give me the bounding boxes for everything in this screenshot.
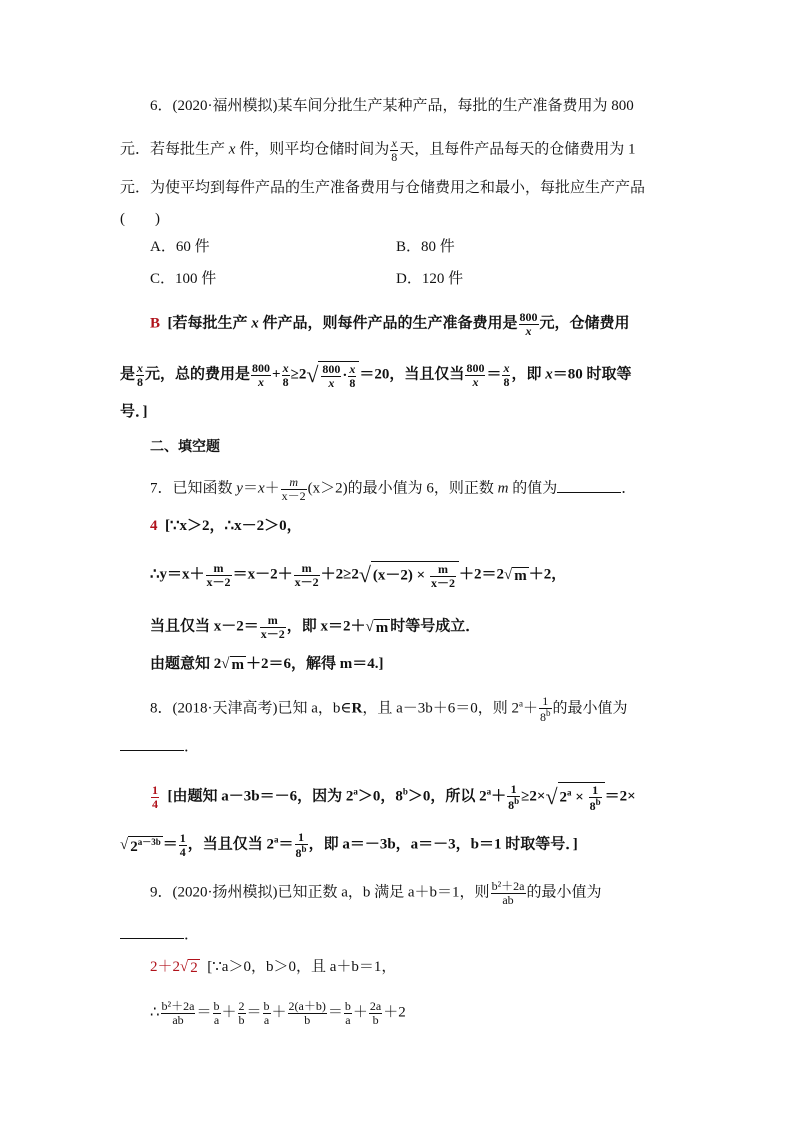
- answer-blank: [120, 926, 184, 939]
- q6-option-b: B．80 件: [396, 239, 455, 255]
- fraction: $\frac{\text{b²＋2a}}{ab}$: [161, 999, 195, 1027]
- answer-blank: [120, 738, 184, 751]
- fraction: $\frac{x}{8}$: [137, 361, 144, 389]
- text: [若每批生产: [167, 315, 252, 332]
- fraction: $\frac{m}{x-2}$: [281, 475, 306, 503]
- sqrt: √ m: [221, 656, 244, 673]
- q8-blank-line: ．: [120, 738, 199, 755]
- fraction: $\frac{800}{x}$: [252, 361, 271, 389]
- fraction: $\frac{800}{x}$: [519, 310, 538, 338]
- q9-question: 9．(2020·扬州模拟)已知正数 a，b 满足 a＋b＝1，则 $\frac{\text{b²＋2a}}{ab}$ 的最小值为: [150, 879, 602, 907]
- fraction: $\frac{1}{8^b}$: [295, 830, 307, 860]
- q7-solution-line3: 当且仅当 x－2＝ $\frac{m}{x-2}$ ，即 x＝2＋√ m 时等号成立．: [150, 613, 481, 641]
- q6-solution-line3: 号．]: [120, 404, 148, 420]
- answer-label: 2＋2√ 2: [150, 958, 198, 976]
- section-heading: 二、填空题: [150, 439, 220, 455]
- q6-option-a: A．60 件: [150, 239, 210, 255]
- q6-solution-line1: B [若每批生产 x 件产品，则每件产品的生产准备费用是 $\frac{800}{x}$ 元，仓储费用: [150, 310, 630, 338]
- q6-line2: [120, 137, 635, 163]
- fraction: $\frac{2a}{b}$: [369, 999, 382, 1027]
- q8-question: 8．(2018·天津高考)已知 a，b∈R，且 a－3b＋6＝0，则 $2^a+$ $\frac{1}{8^b}$ 的最小值为: [150, 694, 628, 724]
- q6-line1: 6．(2020·福州模拟)某车间分批生产某种产品，每批的生产准备费用为 800: [150, 98, 634, 114]
- q7-solution-line2: ∴y＝x＋ $\frac{m}{x-2}$ ＝x－2＋ $\frac{m}{x-2}$ ＋2≥2√ (x－2) × $\frac{m}{x-2}$ ＋2＝2√ m ＋2，: [150, 561, 567, 590]
- sqrt: √ m: [365, 618, 389, 636]
- fraction: $\frac{b}{a}$: [344, 999, 351, 1027]
- q6-option-d: D．120 件: [396, 271, 464, 287]
- fraction: $\frac{m}{x-2}$: [206, 561, 231, 589]
- fraction: $\frac{\text{b²＋2a}}{ab}$: [491, 879, 525, 907]
- q8-solution-line1: $\frac{1}{4}$ [由题知 a－3b＝－6，因为 $2^a>0$，$8^b>0$，所以 $2^a+$ $\frac{1}{8^b}$ ≥2×√ $2^a$ × $\frac{1}{8^b}$ ＝2×: [152, 782, 636, 813]
- q8-solution-line2: √ $2^{a-3b}$ ＝ $\frac{1}{4}$ ，当且仅当 $2^a=$ $\frac{1}{8^b}$ ，即 a＝－3b，a＝－3，b＝1 时取等号．]: [120, 830, 578, 860]
- answer-blank: [557, 480, 621, 493]
- fraction: $\frac{x}{8}$: [282, 361, 289, 389]
- fraction: $\frac{2(a+b)}{b}$: [288, 999, 326, 1027]
- q9-solution-line1: 2＋2√ 2 [∵a＞0，b＞0，且 a＋b＝1，: [150, 958, 397, 976]
- text: 天，且每件产品每天的仓储费用为 1: [399, 141, 636, 158]
- q7-solution-line1: 4 [∵x＞2，∴x－2＞0，: [150, 518, 302, 534]
- sqrt: √ (x－2) × $\frac{m}{x-2}$: [359, 561, 459, 589]
- q6-paren: ( ): [120, 211, 160, 227]
- text: 元．若每批生产: [120, 141, 229, 158]
- fraction: $\frac{m}{x-2}$: [294, 561, 319, 589]
- fraction: $\frac{x}{8}$: [503, 361, 510, 389]
- fraction: $\frac{1}{8^b}$: [508, 782, 520, 812]
- sqrt: √ $\frac{800}{x}$ · $\frac{x}{8}$: [306, 361, 359, 389]
- sqrt: √ $2^{a-3b}$: [120, 836, 161, 855]
- q6-option-c: C．100 件: [150, 271, 217, 287]
- answer-label: B: [150, 315, 161, 332]
- q7-question: 7．已知函数 y＝x＋ $\frac{m}{x-2}$ (x＞2)的最小值为 6，则正数 m 的值为 ．: [150, 475, 637, 503]
- answer-label: 4: [150, 518, 158, 534]
- fraction: $\frac{2}{b}$: [238, 999, 245, 1027]
- var-x: x: [228, 141, 236, 158]
- fraction: $\frac{b}{a}$: [213, 999, 220, 1027]
- fraction: $\frac{1}{8^b}$: [540, 694, 551, 724]
- fraction: $\frac{x}{8}$: [391, 136, 398, 164]
- fraction: $\frac{1}{4}$: [179, 831, 186, 859]
- fraction: $\frac{m}{x-2}$: [260, 613, 285, 641]
- q7-solution-line4: 由题意知 2√ m ＋2＝6，解得 m＝4.]: [150, 655, 384, 673]
- fraction: $\frac{b}{a}$: [263, 999, 270, 1027]
- fraction: $\frac{800}{x}$: [466, 361, 485, 389]
- text: 件，则平均仓储时间为: [235, 141, 390, 158]
- sqrt: √ $2^a$ × $\frac{1}{8^b}$: [545, 782, 604, 812]
- q9-solution-line2: ∴ $\frac{\text{b²＋2a}}{ab}$ ＝ $\frac{b}{a}$ ＋ $\frac{2}{b}$ ＝ $\frac{b}{a}$ ＋ $\frac{2(a+b)}{b}$ ＝ $\frac{b}{a}$ ＋ $\frac{2a}{b}$ ＋2: [150, 999, 406, 1027]
- q6-line3: 元．为使平均到每件产品的生产准备费用与仓储费用之和最小，每批应生产产品: [120, 180, 646, 196]
- q9-blank-line: ．: [120, 926, 199, 943]
- answer-label: $\frac{1}{4}$: [152, 783, 158, 811]
- q6-solution-line2: 是 $\frac{x}{8}$ 元，总的费用是 $\frac{800}{x}$ + $\frac{x}{8}$ ≥2√ $\frac{800}{x}$ · $\frac{x}{8}$ ＝20，当且仅当 $\frac{800}{x}$ ＝ $\frac{x}{8}$ ，即 x＝80 时取等: [120, 361, 632, 390]
- sqrt: √ m: [503, 566, 527, 584]
